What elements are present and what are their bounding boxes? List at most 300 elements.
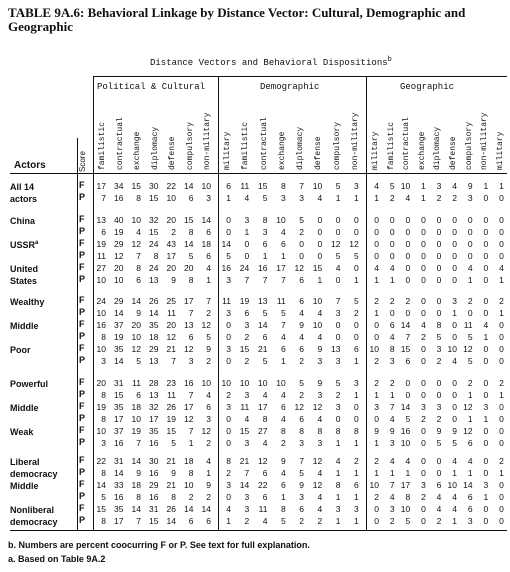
value-cell: 6 <box>467 438 473 448</box>
value-cell: 8 <box>405 492 411 502</box>
value-cell: 40 <box>114 215 124 225</box>
value-cell: 24 <box>96 296 106 306</box>
value-cell: 5 <box>335 378 341 388</box>
value-cell: 6 <box>262 239 268 249</box>
value-cell: 0 <box>354 263 359 273</box>
value-cell: 0 <box>483 426 489 436</box>
value-cell: 1 <box>354 492 359 502</box>
value-cell: 21 <box>166 344 176 354</box>
value-cell: 0 <box>483 344 489 354</box>
value-cell: 0 <box>374 320 379 330</box>
value-cell: 33 <box>114 480 124 490</box>
value-cell: 4 <box>499 263 504 273</box>
value-cell: 8 <box>153 251 159 261</box>
footnote-b: b. Numbers are percent coocurring F or P. See text for full explanation. <box>8 540 310 550</box>
value-cell: 4 <box>389 414 395 424</box>
score-cell: F <box>79 343 85 353</box>
value-cell: 3 <box>467 516 473 526</box>
value-cell: 1 <box>335 438 341 448</box>
column-header-familistic-3: familistic <box>386 121 396 170</box>
column-header-military-2: military <box>223 131 232 170</box>
value-cell: 0 <box>405 390 411 400</box>
value-cell: 12 <box>114 251 124 261</box>
value-cell: 9 <box>317 378 323 388</box>
value-cell: 10 <box>221 378 231 388</box>
value-cell: 14 <box>239 480 250 490</box>
value-cell: 24 <box>149 263 159 273</box>
value-cell: 0 <box>483 275 489 285</box>
value-cell: 10 <box>400 504 411 514</box>
value-cell: 1 <box>452 308 457 318</box>
column-header-contractual-1: contractual <box>115 117 125 170</box>
value-cell: 3 <box>244 320 250 330</box>
score-cell: F <box>79 377 85 387</box>
column-header-compulsory-3: compulsory <box>464 121 474 170</box>
value-cell: 7 <box>136 516 141 526</box>
value-cell: 10 <box>131 332 141 342</box>
value-cell: 0 <box>226 320 231 330</box>
value-cell: 14 <box>258 320 268 330</box>
value-cell: 3 <box>244 438 250 448</box>
value-cell: 35 <box>149 426 159 436</box>
column-header-exchange-1: exchange <box>133 131 142 170</box>
value-cell: 7 <box>389 402 395 412</box>
value-cell: 27 <box>96 263 106 273</box>
value-cell: 31 <box>114 456 124 466</box>
value-cell: 0 <box>374 239 379 249</box>
value-cell: 24 <box>239 263 250 273</box>
value-cell: 5 <box>206 332 211 342</box>
value-cell: 0 <box>421 504 426 514</box>
value-cell: 0 <box>499 251 504 261</box>
actor-name: Poor <box>10 345 31 355</box>
value-cell: 3 <box>101 356 106 366</box>
value-cell: 15 <box>166 426 176 436</box>
value-cell: 6 <box>467 492 473 502</box>
score-cell: P <box>79 515 86 525</box>
value-cell: 1 <box>452 468 457 478</box>
value-cell: 5 <box>335 181 341 191</box>
value-cell: 3 <box>299 438 304 448</box>
value-cell: 8 <box>262 215 268 225</box>
value-cell: 1 <box>374 390 379 400</box>
value-cell: 8 <box>136 263 141 273</box>
score-cell: F <box>79 295 85 305</box>
value-cell: 4 <box>317 504 323 514</box>
value-cell: 6 <box>226 181 231 191</box>
value-cell: 22 <box>258 480 268 490</box>
value-cell: 2 <box>226 468 231 478</box>
value-cell: 7 <box>244 468 250 478</box>
value-cell: 12 <box>463 344 473 354</box>
value-cell: 14 <box>221 239 231 249</box>
value-cell: 0 <box>374 215 379 225</box>
score-cell: F <box>79 262 85 272</box>
value-cell: 15 <box>149 193 159 203</box>
value-cell: 0 <box>421 426 426 436</box>
score-header: Score <box>78 151 87 172</box>
value-cell: 4 <box>452 492 457 502</box>
value-cell: 5 <box>101 492 106 502</box>
value-cell: 0 <box>421 468 426 478</box>
value-cell: 0 <box>467 308 473 318</box>
value-cell: 11 <box>463 320 473 330</box>
value-cell: 3 <box>389 504 395 514</box>
column-header-familistic-1: familistic <box>98 121 107 170</box>
value-cell: 4 <box>389 456 395 466</box>
value-cell: 12 <box>312 456 323 466</box>
value-cell: 0 <box>499 480 504 490</box>
value-cell: 3 <box>226 308 231 318</box>
actor-name: Nonliberal <box>10 505 55 515</box>
value-cell: 6 <box>299 414 304 424</box>
value-cell: 0 <box>421 296 426 306</box>
value-cell: 26 <box>149 296 159 306</box>
value-cell: 2 <box>206 356 211 366</box>
value-cell: 20 <box>114 263 124 273</box>
value-cell: 4 <box>299 332 304 342</box>
value-cell: 4 <box>452 456 457 466</box>
value-cell: 26 <box>166 504 176 514</box>
value-cell: 2 <box>171 227 176 237</box>
column-header-defense-3: defense <box>449 136 458 170</box>
value-cell: 0 <box>421 239 426 249</box>
value-cell: 11 <box>132 378 141 388</box>
value-cell: 1 <box>374 193 379 203</box>
rule-header <box>10 173 507 174</box>
value-cell: 5 <box>452 438 457 448</box>
value-cell: 5 <box>299 468 304 478</box>
actor-name: Middle <box>10 321 39 331</box>
value-cell: 3 <box>299 492 304 502</box>
value-cell: 3 <box>374 402 379 412</box>
value-cell: 10 <box>312 320 323 330</box>
value-cell: 23 <box>166 378 176 388</box>
column-header-contractual-2: contractual <box>259 117 269 170</box>
value-cell: 9 <box>299 320 304 330</box>
value-cell: 2 <box>244 332 250 342</box>
value-cell: 24 <box>149 239 159 249</box>
value-cell: 10 <box>96 275 106 285</box>
value-cell: 0 <box>317 215 323 225</box>
value-cell: 3 <box>421 402 426 412</box>
value-cell: 0 <box>436 251 442 261</box>
value-cell: 6 <box>244 308 250 318</box>
score-cell: F <box>79 180 85 190</box>
value-cell: 10 <box>276 378 286 388</box>
value-cell: 20 <box>166 263 176 273</box>
value-cell: 6 <box>136 390 141 400</box>
value-cell: 16 <box>184 378 194 388</box>
value-cell: 1 <box>374 308 379 318</box>
column-header-compulsory-1: compulsory <box>185 121 195 170</box>
value-cell: 4 <box>206 390 211 400</box>
value-cell: 13 <box>149 275 159 285</box>
actor-label <box>10 479 39 492</box>
value-cell: 0 <box>483 251 489 261</box>
value-cell: 6 <box>436 480 442 490</box>
value-cell: 2 <box>281 438 286 448</box>
value-cell: 0 <box>354 227 359 237</box>
value-cell: 4 <box>374 181 379 191</box>
value-cell: 1 <box>389 390 395 400</box>
value-cell: 5 <box>354 251 359 261</box>
value-cell: 8 <box>101 414 106 424</box>
value-cell: 18 <box>149 332 159 342</box>
value-cell: 0 <box>436 215 442 225</box>
score-cell: P <box>79 192 86 202</box>
value-cell: 4 <box>374 263 379 273</box>
value-cell: 2 <box>499 456 504 466</box>
value-cell: 9 <box>374 426 379 436</box>
value-cell: 8 <box>101 468 106 478</box>
value-cell: 0 <box>436 227 442 237</box>
value-cell: 14 <box>131 504 141 514</box>
column-header-exchange-3: exchange <box>417 131 427 170</box>
value-cell: 3 <box>354 504 359 514</box>
value-cell: 15 <box>312 263 323 273</box>
value-cell: 1 <box>262 251 268 261</box>
value-cell: 5 <box>281 308 286 318</box>
value-cell: 4 <box>436 504 442 514</box>
value-cell: 0 <box>452 390 457 400</box>
value-cell: 0 <box>226 356 231 366</box>
value-cell: 18 <box>131 402 141 412</box>
value-cell: 1 <box>405 468 411 478</box>
value-cell: 12 <box>131 239 141 249</box>
value-cell: 3 <box>467 193 473 203</box>
value-cell: 19 <box>96 239 106 249</box>
value-cell: 0 <box>317 251 323 261</box>
value-cell: 0 <box>421 456 426 466</box>
value-cell: 0 <box>335 215 341 225</box>
value-cell: 1 <box>281 356 286 366</box>
value-cell: 14 <box>131 296 141 306</box>
value-cell: 10 <box>447 344 457 354</box>
value-cell: 8 <box>136 193 141 203</box>
value-cell: 14 <box>166 516 176 526</box>
value-cell: 3 <box>483 480 489 490</box>
value-cell: 5 <box>405 516 411 526</box>
value-cell: 1 <box>354 390 359 400</box>
value-cell: 2 <box>374 378 379 388</box>
actor-label <box>10 401 39 414</box>
value-cell: 7 <box>171 356 176 366</box>
value-cell: 3 <box>226 402 231 412</box>
actor-name: Liberal <box>10 457 40 467</box>
value-cell: 4 <box>452 504 457 514</box>
value-cell: 3 <box>436 402 442 412</box>
score-cell: P <box>79 331 86 341</box>
value-cell: 15 <box>258 181 268 191</box>
value-cell: 0 <box>374 516 379 526</box>
value-cell: 12 <box>331 239 341 249</box>
value-cell: 0 <box>452 378 457 388</box>
actor-name: democracy <box>10 517 58 527</box>
value-cell: 6 <box>281 344 286 354</box>
value-cell: 9 <box>171 468 176 478</box>
value-cell: 13 <box>149 356 159 366</box>
value-cell: 19 <box>96 402 106 412</box>
value-cell: 10 <box>258 378 268 388</box>
value-cell: 0 <box>483 308 489 318</box>
value-cell: 8 <box>171 492 176 502</box>
value-cell: 6 <box>281 239 286 249</box>
value-cell: 12 <box>258 456 268 466</box>
value-cell: 13 <box>331 344 341 354</box>
value-cell: 6 <box>262 492 268 502</box>
value-cell: 10 <box>400 438 411 448</box>
value-cell: 15 <box>239 426 250 436</box>
value-cell: 17 <box>276 263 286 273</box>
value-cell: 0 <box>405 308 411 318</box>
value-cell: 5 <box>389 181 395 191</box>
value-cell: 18 <box>131 480 141 490</box>
actor-name: Weak <box>10 427 34 437</box>
value-cell: 6 <box>299 296 304 306</box>
value-cell: 7 <box>244 275 250 285</box>
value-cell: 1 <box>354 468 359 478</box>
value-cell: 0 <box>299 251 304 261</box>
value-cell: 4 <box>317 308 323 318</box>
value-cell: 4 <box>389 263 395 273</box>
value-cell: 0 <box>452 332 457 342</box>
column-header-diplomacy-2: diplomacy <box>296 126 305 170</box>
value-cell: 9 <box>171 275 176 285</box>
value-cell: 18 <box>184 456 194 466</box>
value-cell: 9 <box>299 480 304 490</box>
score-cell: P <box>79 413 86 423</box>
score-cell: F <box>79 479 85 489</box>
value-cell: 29 <box>149 480 159 490</box>
value-cell: 0 <box>335 414 341 424</box>
actor-label <box>10 377 48 390</box>
value-cell: 1 <box>421 193 426 203</box>
value-cell: 0 <box>389 227 395 237</box>
value-cell: 4 <box>405 193 411 203</box>
value-cell: 4 <box>436 492 442 502</box>
value-cell: 4 <box>389 332 395 342</box>
value-cell: 2 <box>317 516 323 526</box>
value-cell: 8 <box>188 227 194 237</box>
value-cell: 28 <box>149 378 159 388</box>
value-cell: 20 <box>131 320 141 330</box>
value-cell: 0 <box>483 239 489 249</box>
value-cell: 2 <box>436 193 442 203</box>
value-cell: 3 <box>483 402 489 412</box>
value-cell: 19 <box>114 227 124 237</box>
value-cell: 16 <box>114 193 124 203</box>
value-cell: 0 <box>354 402 359 412</box>
value-cell: 9 <box>136 468 141 478</box>
value-cell: 5 <box>262 308 268 318</box>
value-cell: 1 <box>483 181 489 191</box>
column-header-military-3: military <box>495 131 505 170</box>
value-cell: 6 <box>101 227 106 237</box>
score-cell: P <box>79 274 86 284</box>
value-cell: 8 <box>101 390 106 400</box>
value-cell: 17 <box>166 251 176 261</box>
value-cell: 0 <box>317 227 323 237</box>
value-cell: 0 <box>421 251 426 261</box>
value-cell: 14 <box>114 468 124 478</box>
value-cell: 10 <box>447 480 457 490</box>
value-cell: 12 <box>349 239 359 249</box>
actor-label <box>10 192 37 205</box>
value-cell: 0 <box>499 227 504 237</box>
value-cell: 8 <box>389 344 395 354</box>
value-cell: 8 <box>101 516 106 526</box>
value-cell: 16 <box>258 263 268 273</box>
value-cell: 14 <box>201 504 211 514</box>
value-cell: 1 <box>281 492 286 502</box>
value-cell: 15 <box>131 181 141 191</box>
value-cell: 1 <box>499 308 504 318</box>
actor-name: Powerful <box>10 379 49 389</box>
column-header-compulsory-2: compulsory <box>332 121 342 170</box>
value-cell: 3 <box>188 356 194 366</box>
value-cell: 15 <box>239 344 250 354</box>
value-cell: 6 <box>299 504 304 514</box>
value-cell: 4 <box>317 193 323 203</box>
value-cell: 0 <box>317 239 323 249</box>
value-cell: 0 <box>354 320 359 330</box>
group-demographic: Demographic <box>260 82 320 92</box>
value-cell: 4 <box>244 193 250 203</box>
value-cell: 3 <box>206 193 211 203</box>
value-cell: 0 <box>436 468 442 478</box>
value-cell: 1 <box>206 275 211 285</box>
value-cell: 0 <box>452 320 457 330</box>
value-cell: 19 <box>114 332 124 342</box>
value-cell: 10 <box>96 426 106 436</box>
value-cell: 19 <box>131 426 141 436</box>
value-cell: 5 <box>299 378 304 388</box>
value-cell: 0 <box>499 193 504 203</box>
value-cell: 10 <box>369 480 379 490</box>
value-cell: 3 <box>244 215 250 225</box>
value-cell: 20 <box>96 378 106 388</box>
score-cell: P <box>79 307 86 317</box>
value-cell: 1 <box>188 438 194 448</box>
value-cell: 0 <box>483 456 489 466</box>
value-cell: 1 <box>354 275 359 285</box>
value-cell: 2 <box>354 456 359 466</box>
value-cell: 0 <box>421 308 426 318</box>
value-cell: 13 <box>184 320 194 330</box>
rule-top <box>93 76 507 77</box>
value-cell: 0 <box>452 239 457 249</box>
score-cell: P <box>79 250 86 260</box>
value-cell: 0 <box>483 356 489 366</box>
value-cell: 0 <box>499 239 504 249</box>
value-cell: 6 <box>206 251 211 261</box>
actor-name: United <box>10 264 38 274</box>
value-cell: 2 <box>389 378 395 388</box>
value-cell: 1 <box>483 492 489 502</box>
value-cell: 2 <box>244 356 250 366</box>
value-cell: 1 <box>317 275 323 285</box>
value-cell: 0 <box>483 390 489 400</box>
value-cell: 10 <box>96 344 106 354</box>
value-cell: 9 <box>452 426 457 436</box>
value-cell: 1 <box>374 468 379 478</box>
value-cell: 5 <box>467 332 473 342</box>
value-cell: 32 <box>149 402 159 412</box>
value-cell: 1 <box>499 181 504 191</box>
value-cell: 15 <box>96 504 106 514</box>
value-cell: 11 <box>276 296 286 306</box>
